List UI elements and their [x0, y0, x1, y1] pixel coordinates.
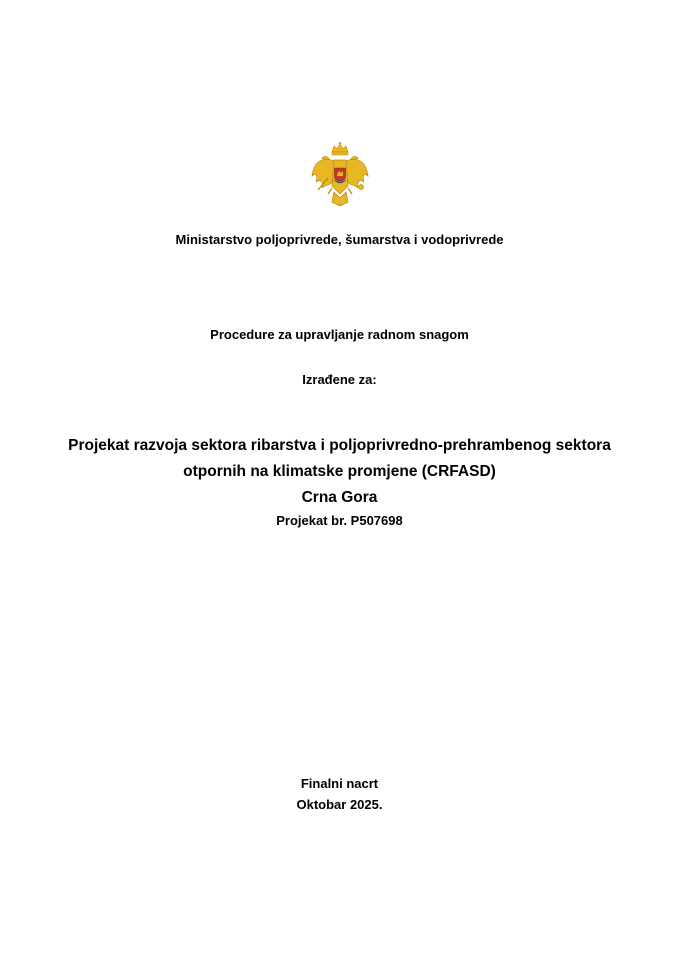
project-number: Projekat br. P507698: [276, 513, 403, 528]
ministry-name: Ministarstvo poljoprivrede, šumarstva i vodoprivrede: [175, 232, 504, 247]
project-title-line-2: otpornih na klimatske promjene (CRFASD): [183, 463, 496, 480]
country-name: Crna Gora: [301, 489, 378, 506]
draft-status: Finalni nacrt: [300, 776, 379, 791]
coat-of-arms-icon: [310, 142, 370, 210]
document-date: Oktobar 2025.: [296, 797, 383, 812]
document-title: Procedure za upravljanje radnom snagom: [210, 327, 469, 342]
prepared-for-label: Izrađene za:: [302, 372, 377, 387]
shield-icon: [335, 168, 346, 183]
project-title-line-1: Projekat razvoja sektora ribarstva i poljoprivredno-prehrambenog sektora: [68, 437, 611, 454]
crown-icon: [332, 142, 348, 155]
